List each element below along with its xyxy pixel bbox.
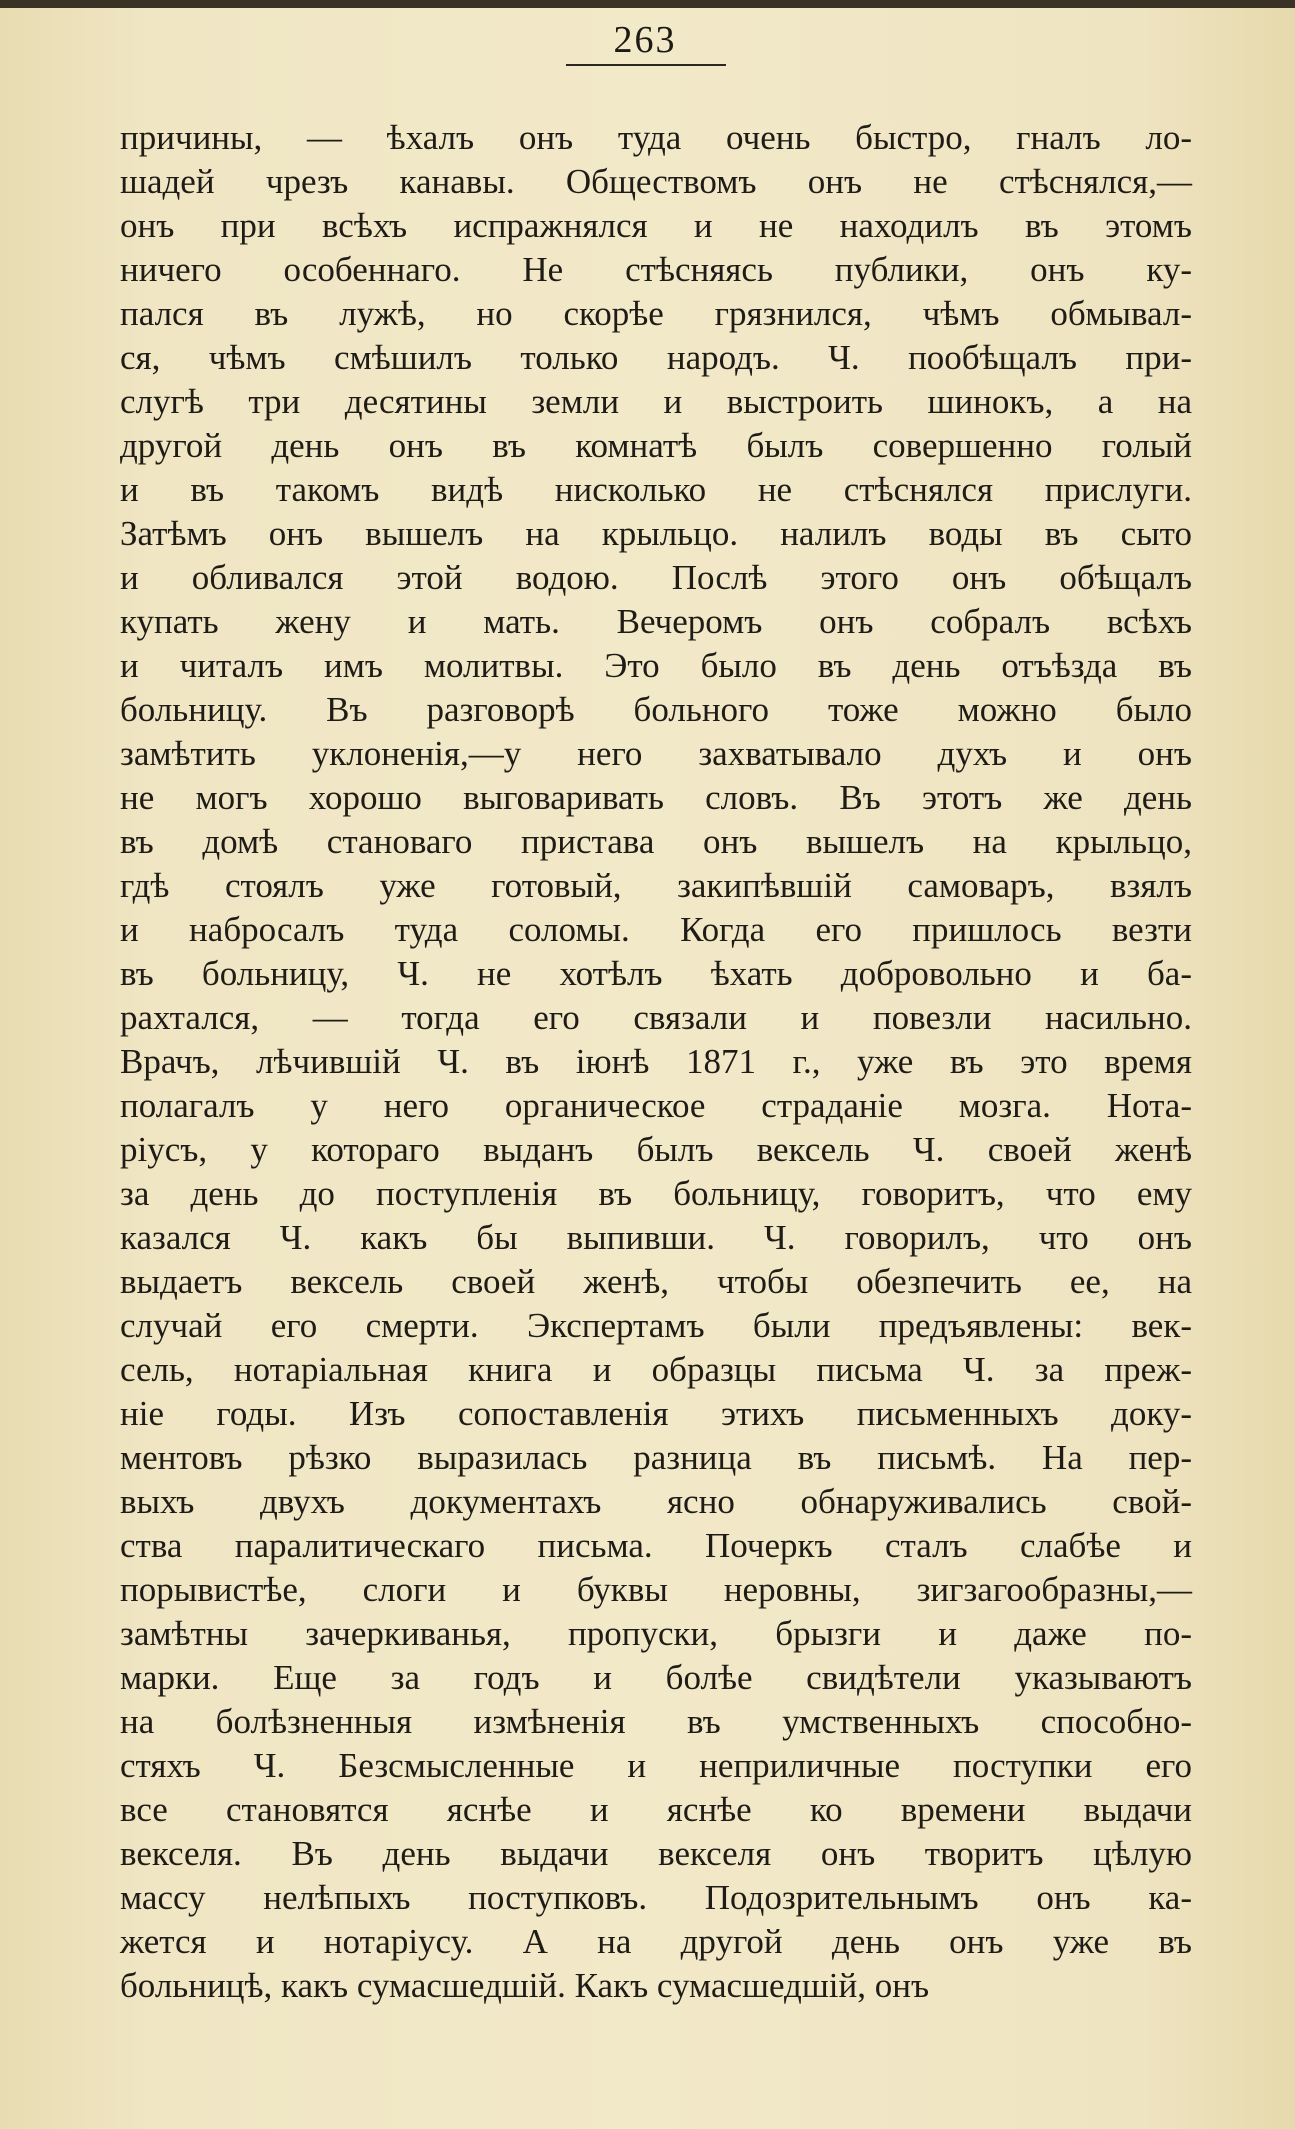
text-line: полагалъ у него органическое страданіе мозга. Нота- (120, 1086, 1192, 1125)
text-line: случай его смерти. Экспертамъ были предъявлены: век- (120, 1306, 1192, 1345)
scan-top-edge (0, 0, 1295, 8)
text-line: и читалъ имъ молитвы. Это было въ день отъѣзда въ (120, 646, 1192, 685)
text-line: рахтался, — тогда его связали и повезли насильно. (120, 998, 1192, 1037)
page-number: 263 (613, 19, 677, 61)
text-line: на болѣзненныя измѣненія въ умственныхъ способно- (120, 1702, 1192, 1741)
text-line: ріусъ, у котораго выданъ былъ вексель Ч. своей женѣ (120, 1130, 1192, 1169)
text-line: ніе годы. Изъ сопоставленія этихъ письменныхъ доку- (120, 1394, 1192, 1433)
text-line: и обливался этой водою. Послѣ этого онъ обѣщалъ (120, 558, 1192, 597)
text-line: причины, — ѣхалъ онъ туда очень быстро, гналъ ло- (120, 118, 1192, 157)
text-line: все становятся яснѣе и яснѣе ко времени выдачи (120, 1790, 1192, 1829)
text-line: ся, чѣмъ смѣшилъ только народъ. Ч. пообѣщалъ при- (120, 338, 1192, 377)
text-line: Затѣмъ онъ вышелъ на крыльцо. налилъ воды въ сыто (120, 514, 1192, 553)
text-line: въ домѣ становаго пристава онъ вышелъ на крыльцо, (120, 822, 1192, 861)
text-line: выдаетъ вексель своей женѣ, чтобы обезпечить ее, на (120, 1262, 1192, 1301)
text-line: и въ такомъ видѣ нисколько не стѣснялся прислуги. (120, 470, 1192, 509)
text-line: гдѣ стоялъ уже готовый, закипѣвшій самоваръ, взялъ (120, 866, 1192, 905)
text-line: казался Ч. какъ бы выпивши. Ч. говорилъ, что онъ (120, 1218, 1192, 1257)
text-line: марки. Еще за годъ и болѣе свидѣтели указываютъ (120, 1658, 1192, 1697)
header-rule (566, 64, 726, 66)
text-line: не могъ хорошо выговаривать словъ. Въ этотъ же день (120, 778, 1192, 817)
text-line: и набросалъ туда соломы. Когда его пришлось везти (120, 910, 1192, 949)
text-line: другой день онъ въ комнатѣ былъ совершенно голый (120, 426, 1192, 465)
text-line: пался въ лужѣ, но скорѣе грязнился, чѣмъ обмывал- (120, 294, 1192, 333)
text-line: ментовъ рѣзко выразилась разница въ письмѣ. На пер- (120, 1438, 1192, 1477)
text-line: векселя. Въ день выдачи векселя онъ творитъ цѣлую (120, 1834, 1192, 1873)
text-line: онъ при всѣхъ испражнялся и не находилъ въ этомъ (120, 206, 1192, 245)
text-line: въ больницу, Ч. не хотѣлъ ѣхать добровольно и ба- (120, 954, 1192, 993)
text-line: стяхъ Ч. Безсмысленные и неприличные поступки его (120, 1746, 1192, 1785)
text-line: замѣтны зачеркиванья, пропуски, брызги и даже по- (120, 1614, 1192, 1653)
text-line: массу нелѣпыхъ поступковъ. Подозрительнымъ онъ ка- (120, 1878, 1192, 1917)
text-line: жется и нотаріусу. А на другой день онъ уже въ (120, 1922, 1192, 1961)
text-line: за день до поступленія въ больницу, говоритъ, что ему (120, 1174, 1192, 1213)
text-line: больницѣ, какъ сумасшедшій. Какъ сумасшедшій, онъ (120, 1966, 930, 2005)
text-line: ничего особеннаго. Не стѣсняясь публики, онъ ку- (120, 250, 1192, 289)
text-line: выхъ двухъ документахъ ясно обнаруживались свой- (120, 1482, 1192, 1521)
text-line: ства паралитическаго письма. Почеркъ сталъ слабѣе и (120, 1526, 1192, 1565)
text-line: порывистѣе, слоги и буквы неровны, зигзагообразны,— (120, 1570, 1192, 1609)
text-line: Врачъ, лѣчившій Ч. въ іюнѣ 1871 г., уже въ это время (120, 1042, 1192, 1081)
text-line: сель, нотаріальная книга и образцы письма Ч. за преж- (120, 1350, 1192, 1389)
text-line: больницу. Въ разговорѣ больного тоже можно было (120, 690, 1192, 729)
text-line: замѣтить уклоненія,—у него захватывало духъ и онъ (120, 734, 1192, 773)
text-line: купать жену и мать. Вечеромъ онъ собралъ всѣхъ (120, 602, 1192, 641)
text-line: шадей чрезъ канавы. Обществомъ онъ не стѣснялся,— (120, 162, 1192, 201)
text-line: слугѣ три десятины земли и выстроить шинокъ, а на (120, 382, 1192, 421)
body-text (120, 116, 1192, 2008)
